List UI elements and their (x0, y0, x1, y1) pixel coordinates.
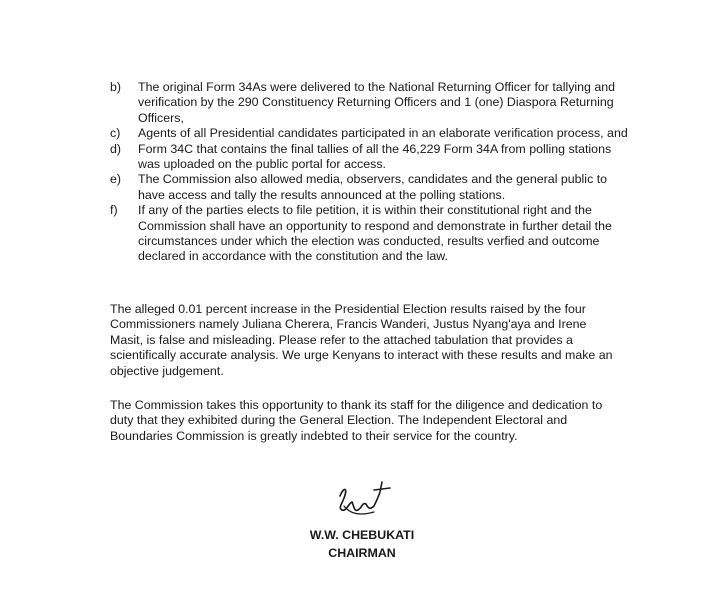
list-item (110, 80, 630, 126)
signatory-title: CHAIRMAN (328, 546, 396, 560)
paragraph-allegation: The alleged 0.01 percent increase in the Presidential Election results raised by the four Commissioners namely Juliana Cherera, Francis Wanderi, Justus Nyang'aya and Irene Masit, is false and misleading. Please refer to the attached tabulation that provides a scientifically accurate analysis. We urge Kenyans to interact with these results and make an objective judgement. (110, 302, 613, 378)
handwritten-signature (334, 478, 394, 520)
paragraph-thanks: The Commission takes this opportunity to thank its staff for the diligence and dedication to duty that they exhibited during the General Election. The Independent Electoral and Boundaries Commission is greatly indebted to their service for the country. (110, 398, 603, 443)
list-item-text: Agents of all Presidential candidates participated in an elaborate verification process, and (138, 126, 628, 141)
list-item-text: The Commission also allowed media, observers, candidates and the general public to have access and tally the results announced at the polling stations. (138, 172, 608, 202)
list-item (110, 203, 630, 265)
list-item (110, 172, 630, 203)
list-marker: c) (110, 126, 121, 141)
list-marker: b) (110, 80, 122, 94)
list-item-text: If any of the parties elects to file petition, it is within their constitutional right and the Commission shall have an opportunity to respond and demonstrate in further detail the circumstances under which the election was conducted, results verfied and outcome declared in accordance with the constitution and the law. (138, 203, 612, 264)
list-marker: d) (110, 141, 122, 156)
list-item-text: The original Form 34As were delivered to the National Returning Officer for tallying and verification by the 290 Constituency Returning Officers and 1 (one) Diaspora Returning Officers, (138, 80, 616, 125)
list-item (110, 142, 630, 173)
list-item (110, 126, 630, 141)
list-marker: e) (110, 172, 122, 187)
list-item-text: Form 34C that contains the final tallies of all the 46,229 Form 34A from polling stations was uploaded on the public portal for access. (138, 141, 612, 172)
numbered-list (110, 80, 630, 265)
signatory-name: W.W. CHEBUKATI (309, 528, 415, 542)
list-marker: f) (110, 203, 118, 218)
